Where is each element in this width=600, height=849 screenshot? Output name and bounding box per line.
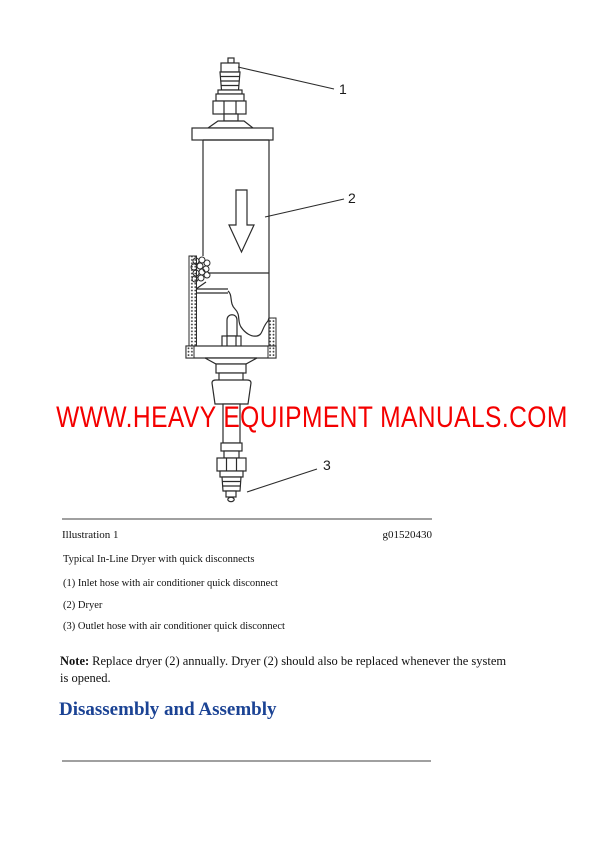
dryer-canister-drawing bbox=[186, 128, 276, 358]
figure-label-1: 1 bbox=[339, 81, 347, 97]
illustration-meta-row bbox=[62, 529, 432, 541]
divider-top bbox=[62, 518, 432, 520]
figure-caption-item-1: (1) Inlet hose with air conditioner quick disconnect bbox=[63, 578, 278, 589]
divider-bottom bbox=[62, 760, 431, 762]
watermark-text: WWW.HEAVY EQUIPMENT MANUALS.COM bbox=[56, 401, 568, 434]
note-label: Note: bbox=[60, 654, 90, 668]
illustration-code: g01520430 bbox=[382, 529, 432, 541]
illustration-label: Illustration 1 bbox=[62, 529, 119, 541]
figure-caption-item-2: (2) Dryer bbox=[63, 600, 103, 611]
note-text: Replace dryer (2) annually. Dryer (2) should also be replaced whenever the system is opened. bbox=[60, 654, 507, 685]
watermark bbox=[0, 401, 600, 435]
figure-caption-title: Typical In-Line Dryer with quick disconnects bbox=[63, 554, 255, 565]
dryer-line-art bbox=[186, 58, 344, 502]
leader-line-2 bbox=[265, 199, 344, 217]
leader-line-1 bbox=[238, 67, 334, 89]
note-paragraph bbox=[60, 653, 512, 687]
leader-line-3 bbox=[247, 469, 317, 492]
figure-label-3: 3 bbox=[323, 457, 331, 473]
section-heading: Disassembly and Assembly bbox=[59, 699, 277, 720]
figure-caption-item-3: (3) Outlet hose with air conditioner quick disconnect bbox=[63, 621, 285, 632]
figure-label-2: 2 bbox=[348, 190, 356, 206]
